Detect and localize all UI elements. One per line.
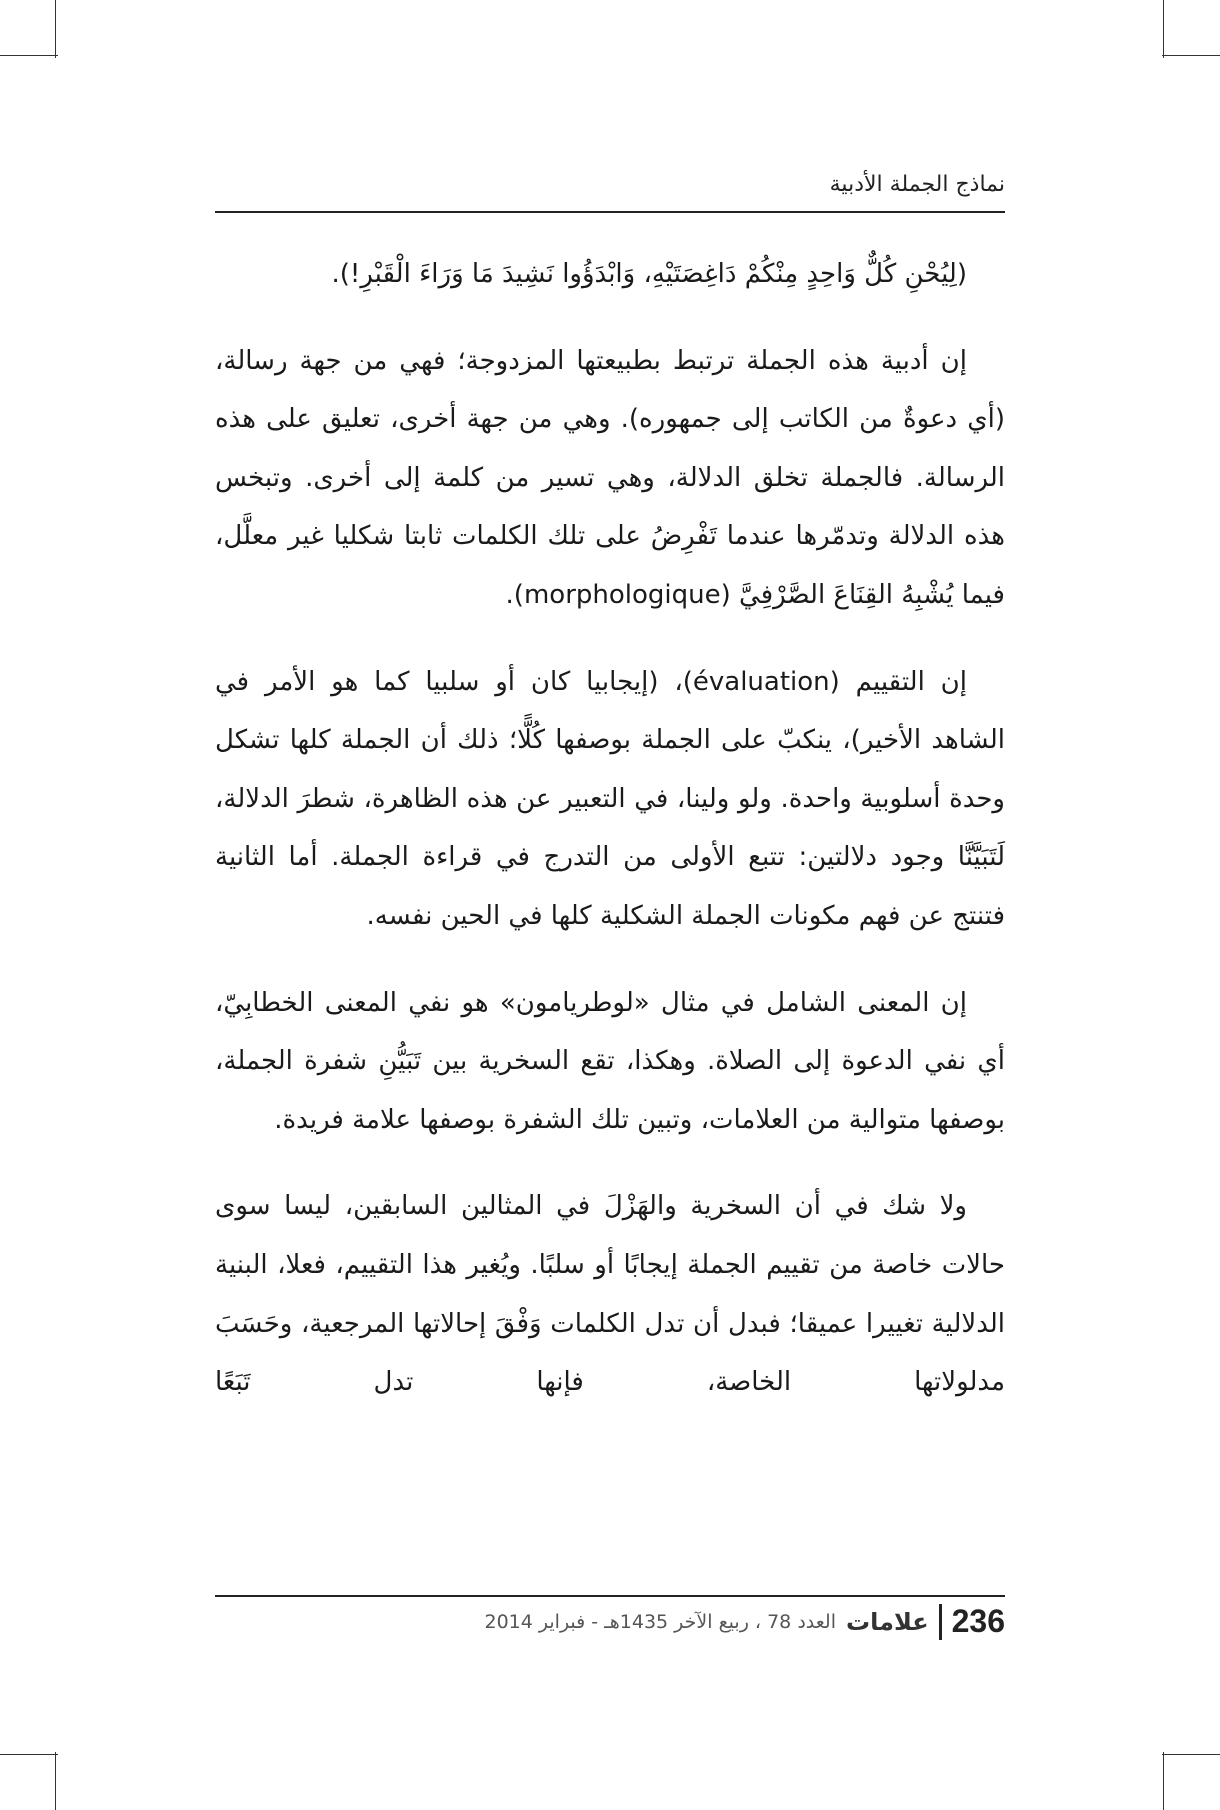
issue-info: العدد 78 ، ربيع الآخر 1435هـ - فبراير 2014: [484, 1610, 836, 1633]
crop-mark: [1162, 1754, 1220, 1755]
crop-mark: [1162, 55, 1220, 56]
crop-mark: [0, 1754, 58, 1755]
crop-mark: [55, 0, 56, 58]
footer-rule: [215, 1595, 1005, 1597]
crop-mark: [1163, 1752, 1164, 1810]
paragraph: إن أدبية هذه الجملة ترتبط بطبيعتها المزدوجة؛ فهي من جهة رسالة، (أي دعوةٌ من الكاتب إلى جمهوره). وهي من جهة أخرى، تعليق على هذه الرسالة. فالجملة تخلق الدلالة، وهي تسير من كلمة إلى أخرى. وتبخس هذه الدلالة وتدمّرها عندما تَفْرِضُ على تلك الكلمات ثابتا شكليا غير معلَّل، فيما يُشْبِهُ القِنَاعَ الصَّرْفِيَّ (morphologique).: [215, 345, 1005, 610]
paragraph-quote: (لِيُحْنِ كُلٌّ وَاحِدٍ مِنْكُمْ دَاغِصَتَيْهِ، وَابْدَؤُوا نَشِيدَ مَا وَرَاءَ الْقَبْرِ!).: [331, 259, 967, 289]
footer-divider: [939, 1604, 942, 1640]
running-head: نماذج الجملة الأدبية: [829, 172, 1005, 197]
paragraph: ولا شك في أن السخرية والهَزْلَ في المثالين السابقين، ليسا سوى حالات خاصة من تقييم الجملة إيجابًا أو سلبًا. ويُغير هذا التقييم، فعلا، البنية الدلالية تغييرا عميقا؛ فبدل أن تدل الكلمات وَفْقَ إحالاتها المرجعية، وحَسَبَ مدلولاتها الخاصة، فإنها تدل تَبَعًا: [215, 1191, 1005, 1398]
paragraph: إن التقييم (évaluation)، (إيجابيا كان أو سلبيا كما هو الأمر في الشاهد الأخير)، ينكبّ على الجملة بوصفها كُلًّا؛ ذلك أن الجملة كلها تشكل وحدة أسلوبية واحدة. ولو ولينا، في التعبير عن هذه الظاهرة، شطرَ الدلالة، لَتَبَيَّنَّا وجود دلالتين: تتبع الأولى من التدرج في قراءة الجملة. أما الثانية فتنتج عن فهم مكونات الجملة الشكلية كلها في الحين نفسه.: [215, 666, 1005, 931]
page-number: 236: [951, 1603, 1005, 1639]
crop-mark: [1163, 0, 1164, 58]
crop-mark: [55, 1752, 56, 1810]
crop-mark: [0, 55, 58, 56]
body-text: [215, 245, 1005, 1440]
journal-logo: علامات: [846, 1607, 929, 1636]
paragraph: إن المعنى الشامل في مثال «لوطريامون» هو نفي المعنى الخطابِيّ، أي نفي الدعوة إلى الصلاة. وهكذا، تقع السخرية بين تَبَيُّنِ شفرة الجملة، بوصفها متوالية من العلامات، وتبين تلك الشفرة بوصفها علامة فريدة.: [215, 987, 1005, 1135]
footer: [215, 1603, 1005, 1640]
header-rule: [215, 211, 1005, 213]
